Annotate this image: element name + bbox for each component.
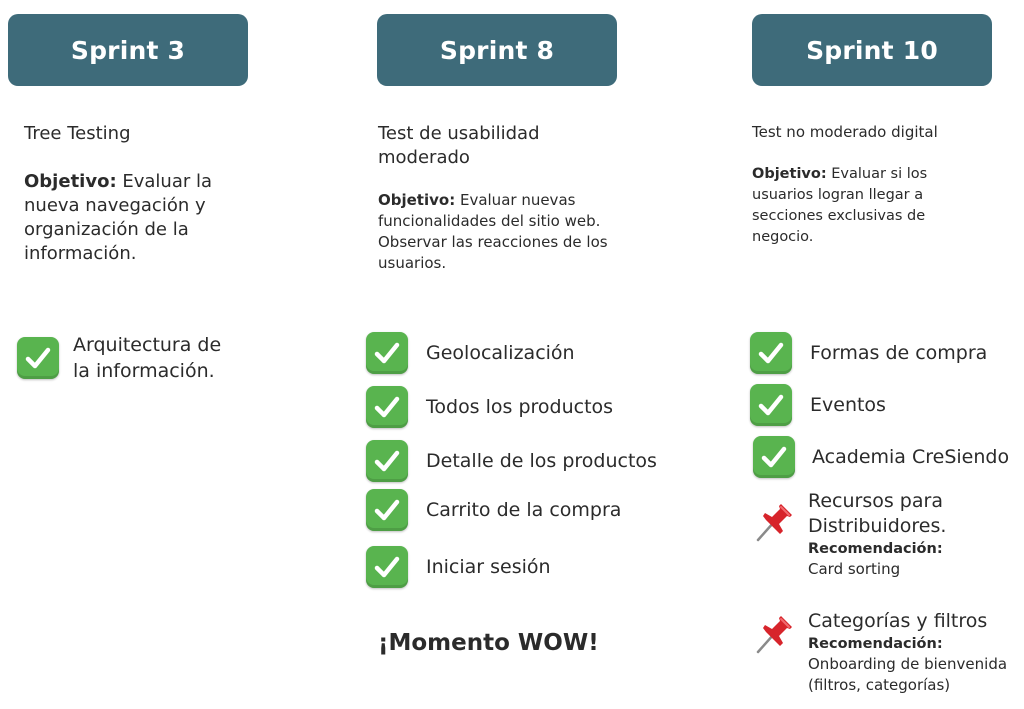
sprint-10-objective-line: Evaluar si los [826, 166, 928, 182]
sprint-8-item-label: Geolocalización [426, 342, 575, 364]
sprint-10-title: Sprint 10 [806, 35, 938, 65]
sprint-8-item-iniciar-sesion [366, 546, 551, 588]
sprint-10-objective [752, 164, 927, 248]
sprint-10-objective-line: usuarios logran llegar a [752, 187, 924, 203]
recommendation-text: Card sorting [808, 560, 901, 578]
sprint-3-objective-line: nueva navegación y [24, 195, 206, 216]
pending-item-categorias [808, 609, 1007, 696]
pending-title-line: Recursos para [808, 490, 943, 512]
sprint-10-method [752, 122, 938, 143]
pending-item-recursos [808, 489, 946, 580]
sprint-8-objective-line: Observar las reacciones de los [378, 233, 608, 251]
sprint-8-item-label: Carrito de la compra [426, 499, 622, 521]
sprint-8-method-line: moderado [378, 147, 470, 168]
sprint-8-objective-line: funcionalidades del sitio web. [378, 212, 601, 230]
sprint-8-method-line: Test de usabilidad [378, 123, 540, 144]
check-icon [366, 440, 408, 482]
sprint-10-item-formas-compra [750, 332, 987, 374]
sprint-3-item-arquitectura [17, 332, 221, 384]
sprint-3-item-label [73, 332, 221, 384]
sprint-8-header [377, 14, 617, 86]
sprint-10-objective-line: secciones exclusivas de [752, 208, 926, 224]
sprint-3-method [24, 122, 131, 146]
sprint-3-objective-label: Objetivo: [24, 171, 117, 192]
sprint-10-item-label: Eventos [810, 394, 886, 416]
sprint-8-objective [378, 190, 608, 274]
check-icon [366, 386, 408, 428]
sprint-8-item-todos-productos [366, 386, 613, 428]
recommendation-label: Recomendación: [808, 541, 943, 557]
sprint-8-item-geolocalizacion [366, 332, 575, 374]
sprint-8-item-label: Detalle de los productos [426, 450, 657, 472]
pending-title-line: Distribuidores. [808, 515, 947, 537]
check-icon [366, 546, 408, 588]
sprint-10-item-label: Formas de compra [810, 342, 988, 364]
momento-wow-highlight: ¡Momento WOW! [378, 630, 599, 656]
sprint-3-objective-line: información. [24, 243, 137, 264]
sprint-3-objective-line: Evaluar la [116, 171, 213, 192]
check-icon [750, 384, 792, 426]
sprint-10-item-eventos [750, 384, 886, 426]
sprint-3-title: Sprint 3 [70, 35, 186, 65]
check-icon [753, 436, 795, 478]
sprint-3-objective [24, 170, 212, 266]
sprint-8-method [378, 122, 540, 170]
sprint-8-objective-line: usuarios. [378, 254, 447, 272]
sprint-8-objective-line: Evaluar nuevas [455, 191, 576, 209]
pushpin-icon [752, 610, 798, 656]
sprint-3-objective-line: organización de la [24, 219, 189, 240]
check-icon [366, 332, 408, 374]
sprint-8-title: Sprint 8 [439, 35, 555, 65]
sprint-10-method-text: Test no moderado digital [752, 123, 938, 141]
sprint-10-item-label: Academia CreSiendo [812, 446, 1010, 468]
sprint-3-method-text: Tree Testing [24, 123, 131, 144]
pushpin-icon [752, 498, 798, 544]
recommendation-text: Onboarding de bienvenida [808, 655, 1008, 673]
sprint-10-header [752, 14, 992, 86]
sprint-8-item-label: Iniciar sesión [426, 556, 551, 578]
sprint-8-item-detalle-productos [366, 440, 657, 482]
sprint-10-objective-label: Objetivo: [752, 166, 827, 182]
pending-title-line: Categorías y filtros [808, 610, 988, 632]
sprint-10-item-academia [753, 436, 1009, 478]
sprint-8-item-carrito [366, 489, 621, 531]
check-icon [17, 337, 59, 379]
recommendation-text: (filtros, categorías) [808, 676, 951, 694]
check-icon [366, 489, 408, 531]
sprint-3-item-line: Arquitectura de [73, 334, 222, 356]
check-icon [750, 332, 792, 374]
sprint-10-objective-line: negocio. [752, 229, 814, 245]
sprint-3-header [8, 14, 248, 86]
recommendation-label: Recomendación: [808, 636, 943, 652]
sprint-8-objective-label: Objetivo: [378, 191, 456, 209]
sprint-8-item-label: Todos los productos [426, 396, 614, 418]
sprint-3-item-line: la información. [73, 360, 215, 382]
